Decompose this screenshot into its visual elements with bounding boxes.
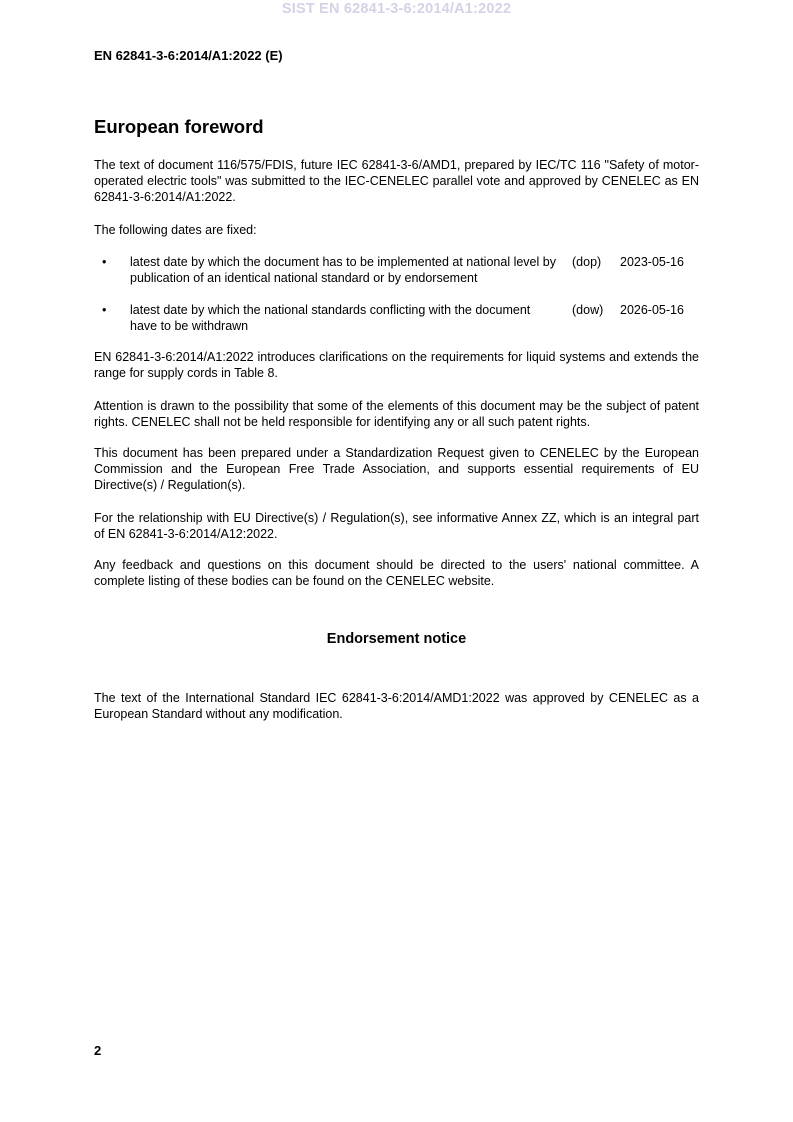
document-header: EN 62841-3-6:2014/A1:2022 (E) xyxy=(94,48,283,63)
date-value: 2023-05-16 xyxy=(620,255,684,269)
watermark-text: SIST EN 62841-3-6:2014/A1:2022 xyxy=(281,1,512,17)
patent-paragraph: Attention is drawn to the possibility that some of the elements of this document may be the subject of patent rights. CENELEC shall not be held responsible for identifying any or all such patent rights. xyxy=(94,399,699,429)
date-description: latest date by which the document has to be implemented at national level by publication of an identical national standard or by endorsement xyxy=(130,255,556,285)
intro-paragraph: The text of document 116/575/FDIS, future IEC 62841-3-6/AMD1, prepared by IEC/TC 116 "Safety of motor-operated electric tools" was submitted to the IEC-CENELEC parallel vote and approved by CENELEC as EN 62841-3-6:2014/A1:2022. xyxy=(94,158,699,204)
endorsement-paragraph: The text of the International Standard IEC 62841-3-6:2014/AMD1:2022 was approved by CENELEC as a European Standard without any modification. xyxy=(94,691,699,721)
date-description: latest date by which the national standards conflicting with the document have to be withdrawn xyxy=(130,303,531,333)
endorsement-title: Endorsement notice xyxy=(326,631,467,647)
section-title: European foreword xyxy=(94,116,264,137)
clarifications-paragraph: EN 62841-3-6:2014/A1:2022 introduces clarifications on the requirements for liquid systems and extends the range for supply cords in Table 8. xyxy=(94,350,699,380)
feedback-paragraph: Any feedback and questions on this document should be directed to the users' national committee. A complete listing of these bodies can be found on the CENELEC website. xyxy=(94,558,699,588)
date-code: (dop) xyxy=(572,255,602,269)
dates-intro-paragraph: The following dates are fixed: xyxy=(94,223,257,237)
page-number: 2 xyxy=(94,1043,102,1058)
relationship-paragraph: For the relationship with EU Directive(s) / Regulation(s), see informative Annex ZZ, which is an integral part of EN 62841-3-6:2014/A12:2022. xyxy=(94,511,699,541)
standardization-paragraph: This document has been prepared under a Standardization Request given to CENELEC by the European Commission and the European Free Trade Association, and supports essential requirements of EU Directive(s) / Regulation(s). xyxy=(94,446,699,492)
bullet-icon: • xyxy=(102,255,107,269)
date-code: (dow) xyxy=(572,303,604,317)
date-value: 2026-05-16 xyxy=(620,303,684,317)
bullet-icon: • xyxy=(102,303,107,317)
